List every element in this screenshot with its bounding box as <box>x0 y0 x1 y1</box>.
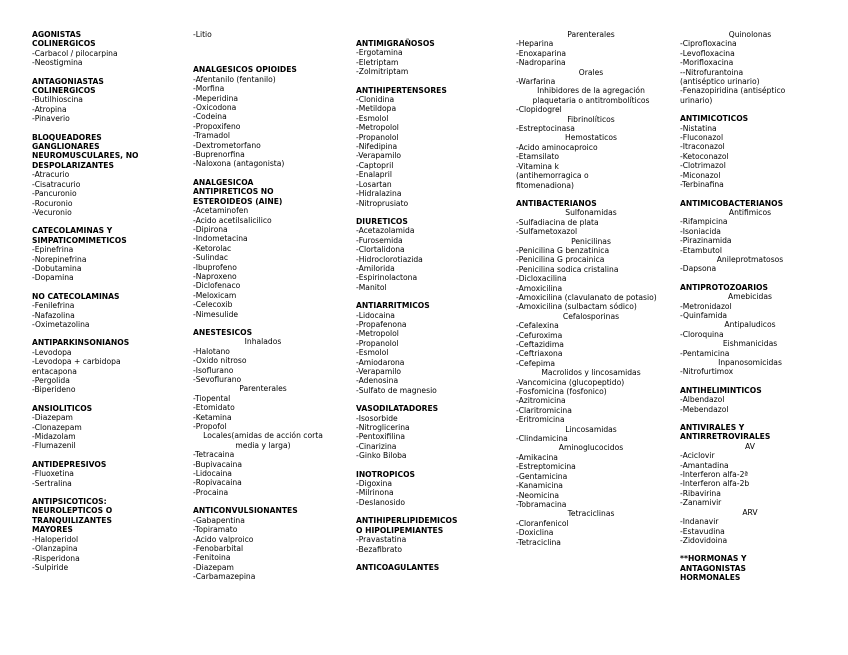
drug-item: -Ceftriaxona <box>516 349 563 359</box>
section-heading: ANALGESICOS OPIOIDES <box>193 65 297 75</box>
drug-item: -Sertralina <box>32 478 72 488</box>
section-heading: O HIPOLIPEMIANTES <box>356 525 444 535</box>
drug-item: -Clopidogrel <box>516 105 562 115</box>
drug-item: -Hidroclorotiazida <box>356 254 423 264</box>
drug-section <box>356 39 496 77</box>
drug-item: -Enalapril <box>356 170 392 180</box>
drug-section <box>193 178 333 319</box>
drug-section <box>680 30 820 105</box>
drug-section <box>193 328 333 497</box>
drug-item: -Amoxicilina <box>516 283 563 293</box>
drug-item: -Amoxicilina (clavulanato de potasio) <box>516 292 657 302</box>
section-heading: ANTIARRITMICOS <box>356 301 430 311</box>
drug-item: -Tetracaina <box>193 450 235 460</box>
drug-section <box>32 292 182 330</box>
section-heading: ANTICOAGULANTES <box>356 562 440 572</box>
section-heading: ANTIRRETROVIRALES <box>680 432 771 442</box>
drug-item: -Nafazolina <box>32 310 75 320</box>
drug-item: -Aciclovir <box>680 451 715 461</box>
column-2 <box>193 30 333 591</box>
section-heading: ANTIHELIMINTICOS <box>680 385 762 395</box>
drug-item: -Interferon alfa-2ª <box>680 470 748 480</box>
subsection-heading: Hemostaticos <box>565 133 617 143</box>
section-heading: ANTIPIRETICOS NO <box>193 187 274 197</box>
subsection-heading: Orales <box>578 67 604 77</box>
section-heading: CATECOLAMINAS Y <box>32 226 113 236</box>
drug-item: -Clonazepam <box>32 422 82 432</box>
drug-item: -Acido valproico <box>193 534 254 544</box>
drug-item: -Pravastatina <box>356 535 407 545</box>
drug-item: -Neomicina <box>516 490 559 500</box>
drug-item: -Litio <box>193 30 212 39</box>
subsection-heading: Antipaludicos <box>724 320 776 330</box>
section-heading: TRANQUILIZANTES <box>32 515 112 525</box>
section-heading: MAYORES <box>32 525 73 535</box>
drug-item: -Claritromicina <box>516 405 572 415</box>
drug-item: -Flumazenil <box>32 441 76 451</box>
drug-item: -Naloxona (antagonista) <box>193 159 285 169</box>
drug-item: -Diazepam <box>193 562 234 572</box>
drug-item: -Penicilina G procainica <box>516 255 605 265</box>
drug-item: -Metropolol <box>356 329 399 339</box>
drug-item: -Vecuronio <box>32 207 72 217</box>
drug-section <box>32 77 182 124</box>
subsection-heading: Parenterales <box>567 30 615 39</box>
drug-item: -Doxiclina <box>516 528 554 538</box>
drug-item: (antihemorragica o <box>516 171 589 181</box>
section-heading: ANTAGONIASTAS <box>32 76 104 86</box>
section-heading: ANTIVIRALES Y <box>680 423 745 433</box>
drug-section <box>193 30 333 39</box>
drug-section <box>193 506 333 581</box>
drug-item: -Cefepima <box>516 358 556 368</box>
drug-item: -Ciprofloxacina <box>680 39 737 49</box>
drug-item: -Zanamivir <box>680 498 722 508</box>
drug-section <box>680 199 820 274</box>
drug-item: -Amilorida <box>356 263 395 273</box>
drug-item: -Pinaverio <box>32 114 70 124</box>
drug-item: -Rifampicina <box>680 217 728 227</box>
drug-section <box>356 86 496 208</box>
section-heading: ANTIPROTOZOARIOS <box>680 282 768 292</box>
section-heading: ANTICONVULSIONANTES <box>193 506 298 516</box>
drug-item: -Sulfato de magnesio <box>356 385 437 395</box>
drug-item: -Penicilina G benzatinica <box>516 245 610 255</box>
drug-item: -Esmolol <box>356 348 389 358</box>
drug-item: -Sulpiride <box>32 562 69 572</box>
drug-item: -Amikacina <box>516 452 558 462</box>
drug-item: -Tobramacina <box>516 499 567 509</box>
subsection-heading: Penicilinas <box>571 236 611 246</box>
drug-item: -Cloranfenicol <box>516 518 569 528</box>
section-heading: GANGLIONARES <box>32 142 100 152</box>
drug-item: -Pentamicina <box>680 348 730 358</box>
drug-item: -Mebendazol <box>680 404 729 414</box>
drug-item: -Cefuroxima <box>516 330 563 340</box>
drug-item: -Levodopa + carbidopa <box>32 357 121 367</box>
section-heading: DIURETICOS <box>356 216 408 226</box>
drug-section <box>516 30 666 190</box>
subsection-heading: Inhalados <box>244 337 282 347</box>
subsection-heading: Inpanosomicidas <box>718 358 782 367</box>
drug-item: -Digoxina <box>356 479 392 489</box>
drug-item: -Cloroquina <box>680 329 724 339</box>
section-heading: VASODILATADORES <box>356 404 439 414</box>
drug-item: -Sulfametoxazol <box>516 227 578 237</box>
drug-item: -Dicloxacilina <box>516 274 567 284</box>
drug-item: -Haloperidol <box>32 534 79 544</box>
drug-item: -Estreptocinasa <box>516 124 575 134</box>
drug-section <box>32 30 182 68</box>
drug-section <box>516 199 666 547</box>
drug-section <box>680 423 820 545</box>
subsection-heading: ARV <box>742 507 758 517</box>
drug-item: -Warfarina <box>516 77 556 87</box>
drug-item: -Buprenorfina <box>193 150 245 160</box>
drug-item: -Vitamina k <box>516 161 559 171</box>
drug-item: -Nitroglicerina <box>356 423 410 433</box>
section-heading: ANTIHIPERLIPIDEMICOS <box>356 516 458 526</box>
drug-section <box>680 283 820 377</box>
drug-item: -Nitroprusiato <box>356 198 409 208</box>
drug-item: -Dextrometorfano <box>193 140 261 150</box>
drug-item: -Isoniacida <box>680 226 721 236</box>
drug-item: -Nadroparina <box>516 58 566 68</box>
drug-item: -Pancuronio <box>32 189 77 199</box>
drug-item: -Ketamina <box>193 412 232 422</box>
drug-item: -Sevoflurano <box>193 375 242 384</box>
drug-item: -Fenilefrina <box>32 301 75 311</box>
drug-item: -Diclofenaco <box>193 281 241 291</box>
drug-item: -Albendazol <box>680 395 725 405</box>
drug-item: -Butilhioscina <box>32 95 83 105</box>
drug-section <box>356 516 496 554</box>
section-heading: ANTIPARKINSONIANOS <box>32 338 130 348</box>
drug-item: -Acetaminofen <box>193 206 249 216</box>
subsection-heading: AV <box>745 441 755 451</box>
drug-item: -Ergotamina <box>356 48 403 58</box>
drug-item: -Bezafibrato <box>356 544 402 554</box>
drug-item: -Naproxeno <box>193 271 237 281</box>
drug-item: -Atropina <box>32 104 67 114</box>
drug-item: -Isoflurano <box>193 365 234 375</box>
section-heading: DESPOLARIZANTES <box>32 160 114 170</box>
drug-item: -Ropivacaina <box>193 478 242 488</box>
section-heading: INOTROPICOS <box>356 469 416 479</box>
drug-section <box>680 386 820 414</box>
section-heading: ANTIPSICOTICOS: <box>32 497 107 507</box>
drug-item: -Milrinona <box>356 488 394 498</box>
drug-item: -Estreptomicina <box>516 462 576 472</box>
drug-item: -Propofol <box>193 422 227 432</box>
drug-item: -Fenobarbital <box>193 543 244 553</box>
drug-item: -Levodopa <box>32 347 72 357</box>
drug-item: -Morfina <box>193 84 225 94</box>
drug-item: -Kanamicina <box>516 481 563 491</box>
drug-item: -Ribavirina <box>680 488 721 498</box>
drug-item: -Vancomicina (glucopeptido) <box>516 377 625 387</box>
drug-item: -Gentamicina <box>516 471 568 481</box>
drug-item: -Meloxicam <box>193 290 237 300</box>
drug-item: -Propafenona <box>356 319 407 329</box>
drug-item: -Dopamina <box>32 273 74 283</box>
section-heading: ANTAGONISTAS <box>680 563 746 573</box>
drug-section <box>32 133 182 218</box>
subsection-heading: Antifimicos <box>728 207 772 217</box>
drug-item: -Nistatina <box>680 123 717 133</box>
drug-item: -Acido aminocaproico <box>516 142 598 152</box>
drug-item: -Gabapentina <box>193 515 245 525</box>
subsection-heading: Cefalosporinas <box>562 311 620 321</box>
drug-item: -Sulindac <box>193 253 229 263</box>
drug-item: -Esmolol <box>356 113 389 123</box>
drug-section <box>356 404 496 460</box>
drug-item: -Metropolol <box>356 123 399 133</box>
drug-item: -Dapsona <box>680 264 717 274</box>
drug-item: -Isosorbide <box>356 413 398 423</box>
drug-item: -Olanzapina <box>32 544 78 554</box>
column-3 <box>356 30 496 581</box>
drug-item: -Atracurio <box>32 170 70 180</box>
drug-item: -Nifedipina <box>356 142 398 152</box>
section-heading: ANALGESICOA <box>193 177 254 187</box>
drug-item: -Topiramato <box>193 525 238 535</box>
drug-item: -Penicilina sodica cristalina <box>516 264 619 274</box>
drug-item: -Dipirona <box>193 224 228 234</box>
drug-item: -Morifloxacina <box>680 58 734 68</box>
drug-item: -Procaina <box>193 487 229 497</box>
subsection-heading: Fibrinolíticos <box>567 114 615 124</box>
drug-item: -Indometacina <box>193 234 248 244</box>
drug-item: -Zidovidoina <box>680 535 728 545</box>
drug-item: -Amoxicilina (sulbactam sódico) <box>516 302 637 312</box>
drug-item: -Levofloxacina <box>680 48 735 58</box>
drug-item: -Propanolol <box>356 132 399 142</box>
section-heading: ANTIMIGRAÑOSOS <box>356 39 435 48</box>
drug-item: -Epinefrina <box>32 245 74 255</box>
subsection-heading: Inhibidores de la agregación plaquetaria o antitrombolíticos <box>532 86 650 105</box>
section-heading: NO CATECOLAMINAS <box>32 291 120 301</box>
subsection-heading: Locales(amidas de acción corta media y larga) <box>203 431 323 450</box>
drug-section <box>32 226 182 282</box>
drug-item: -Amiodarona <box>356 357 405 367</box>
section-heading: SIMPATICOMIMETICOS <box>32 235 127 245</box>
subsection-heading: Eishmanicidas <box>722 339 778 349</box>
drug-item: -Metronidazol <box>680 301 732 311</box>
drug-item: -Adenosina <box>356 376 399 386</box>
drug-item: -Tetraciclina <box>516 537 561 547</box>
drug-section <box>356 470 496 508</box>
drug-item: -Cefalexina <box>516 321 559 331</box>
drug-item: --Nitrofurantoina <box>680 67 744 77</box>
drug-item: -Celecoxib <box>193 300 233 310</box>
drug-item: -Pergolida <box>32 376 70 385</box>
drug-item: -Etamsilato <box>516 152 560 162</box>
subsection-heading: Parenterales <box>239 384 287 394</box>
drug-section <box>680 554 820 582</box>
drug-item: -Ginko Biloba <box>356 451 407 461</box>
drug-item: -Quinfamida <box>680 310 728 320</box>
section-heading: NEUROMUSCULARES, NO <box>32 151 139 161</box>
drug-item: -Fenitoina <box>193 553 231 563</box>
drug-item: -Eletriptam <box>356 57 399 67</box>
section-heading: AGONISTAS <box>32 30 82 39</box>
drug-section <box>680 114 820 189</box>
drug-item: -Midazolam <box>32 432 76 442</box>
drug-item: -Oxicodona <box>193 103 237 113</box>
section-heading: HORMONALES <box>680 573 741 583</box>
section-heading: COLINERGICOS <box>32 39 96 49</box>
drug-item: -Tramadol <box>193 131 230 141</box>
drug-item: -Ketorolac <box>193 243 232 253</box>
drug-item: -Bupivacaina <box>193 459 242 469</box>
section-heading: **HORMONAS Y <box>680 554 747 564</box>
drug-item: -Dobutamina <box>32 263 82 273</box>
drug-item: -Sulfadiacina de plata <box>516 217 599 227</box>
drug-item: -Nitrofurtimox <box>680 367 734 377</box>
drug-item: -Ceftazidima <box>516 340 564 349</box>
drug-item: -Halotano <box>193 346 230 356</box>
drug-item: -Fosfomicina (fosfonico) <box>516 387 607 397</box>
drug-item: -Manitol <box>356 282 387 292</box>
drug-item: -Codeina <box>193 112 227 122</box>
drug-item: -Hidralazina <box>356 189 402 199</box>
drug-item: -Clotrimazol <box>680 161 726 171</box>
section-heading: ANTIDEPRESIVOS <box>32 459 107 469</box>
drug-item: -Propanolol <box>356 338 399 348</box>
drug-item: -Clindamicina <box>516 434 568 444</box>
drug-item: entacapona <box>32 366 77 376</box>
section-heading: BLOQUEADORES <box>32 132 102 142</box>
section-heading: COLINERGICOS <box>32 86 96 96</box>
section-heading: ANSIOLITICOS <box>32 403 93 413</box>
drug-item: -Etambutol <box>680 245 722 255</box>
drug-item: -Espirinolactona <box>356 273 418 283</box>
drug-section <box>32 404 182 451</box>
drug-item: -Losartan <box>356 179 392 189</box>
drug-item: -Norepinefrina <box>32 254 87 264</box>
drug-section <box>32 497 182 572</box>
subsection-heading: Anileprotmatosos <box>716 254 784 264</box>
drug-item: -Verapamilo <box>356 367 402 376</box>
drug-item: -Nimesulide <box>193 309 239 319</box>
drug-item: -Heparina <box>516 39 554 49</box>
section-heading: ANTIHIPERTENSORES <box>356 85 447 95</box>
drug-item: -Rocuronio <box>32 198 73 208</box>
drug-item: -Diazepam <box>32 413 73 423</box>
drug-item: -Tiopental <box>193 393 231 403</box>
drug-item: -Fluoxetina <box>32 469 74 479</box>
drug-item: -Acido acetilsalicilico <box>193 215 272 225</box>
section-heading: ANESTESICOS <box>193 327 253 337</box>
drug-item: -Pentoxifilina <box>356 432 405 442</box>
drug-item: -Afentanilo (fentanilo) <box>193 74 276 84</box>
subsection-heading: Quinolonas <box>728 30 772 39</box>
drug-section <box>32 338 182 394</box>
drug-item: -Lidocaina <box>193 469 232 479</box>
subsection-heading: Aminoglucocidos <box>558 443 624 453</box>
drug-item: -Fenazopiridina (antiséptico urinario) <box>680 86 786 105</box>
drug-item: -Meperidina <box>193 93 239 103</box>
drug-section <box>356 563 496 572</box>
drug-item: -Metildopa <box>356 104 397 114</box>
drug-item: -Miconazol <box>680 170 721 180</box>
drug-item: -Lidocaina <box>356 310 395 320</box>
drug-item: -Cisatracurio <box>32 179 81 189</box>
drug-item: -Amantadina <box>680 460 729 470</box>
drug-item: -Verapamilo <box>356 151 402 161</box>
drug-item: -Clonidina <box>356 95 395 105</box>
drug-item: -Pirazinamida <box>680 236 732 246</box>
drug-item: -Furosemida <box>356 235 403 245</box>
drug-item: -Carbacol / pilocarpina <box>32 48 118 58</box>
drug-item: -Biperideno <box>32 385 76 395</box>
drug-item: -Ibuprofeno <box>193 262 237 272</box>
drug-item: -Ketoconazol <box>680 151 729 161</box>
drug-item: fitomenadiona) <box>516 180 574 190</box>
subsection-heading: Sulfonamidas <box>565 208 617 218</box>
drug-item: -Risperidona <box>32 553 80 563</box>
drug-item: -Itraconazol <box>680 142 725 152</box>
drug-item: -Interferon alfa-2b <box>680 479 750 489</box>
drug-item: (antiséptico urinario) <box>680 77 760 87</box>
drug-item: -Deslanosido <box>356 497 405 507</box>
drug-item: -Cinarizina <box>356 441 397 451</box>
subsection-heading: Lincosamidas <box>565 424 617 434</box>
subsection-heading: Macrolidos y lincosamidas <box>541 368 641 378</box>
drug-item: -Oximetazolina <box>32 319 90 329</box>
section-heading: ANTIMICOBACTERIANOS <box>680 198 784 208</box>
drug-item: -Carbamazepina <box>193 572 256 582</box>
drug-item: -Captopril <box>356 160 394 170</box>
drug-item: -Clortalidona <box>356 245 405 255</box>
column-4 <box>516 30 666 556</box>
drug-item: -Zolmitriptam <box>356 67 409 77</box>
drug-item: -Fluconazol <box>680 133 724 143</box>
section-heading: NEUROLEPTICOS O <box>32 506 113 516</box>
drug-item: -Eritromicina <box>516 415 565 425</box>
drug-section <box>356 217 496 292</box>
drug-item: -Neostigmina <box>32 58 83 68</box>
section-heading: ANTIMICOTICOS <box>680 114 749 124</box>
drug-section <box>193 65 333 168</box>
drug-item: -Oxido nitroso <box>193 356 247 366</box>
subsection-heading: Amebicidas <box>728 292 772 302</box>
drug-item: -Enoxaparina <box>516 48 567 58</box>
drug-item: -Acetazolamida <box>356 226 415 236</box>
section-heading: ESTEROIDEOS (AINE) <box>193 196 283 206</box>
drug-section <box>356 301 496 395</box>
drug-item: -Propoxifeno <box>193 121 241 131</box>
drug-item: -Azitromicina <box>516 396 566 406</box>
column-5 <box>680 30 820 592</box>
subsection-heading: Tetraciclinas <box>567 509 615 519</box>
drug-item: -Terbinafina <box>680 180 724 190</box>
drug-item: -Indanavir <box>680 517 719 527</box>
drug-item: -Etomidato <box>193 403 235 413</box>
drug-item: -Estavudina <box>680 526 725 536</box>
section-heading: ANTIBACTERIANOS <box>516 198 597 208</box>
drug-section <box>32 460 182 488</box>
column-1 <box>32 30 182 581</box>
